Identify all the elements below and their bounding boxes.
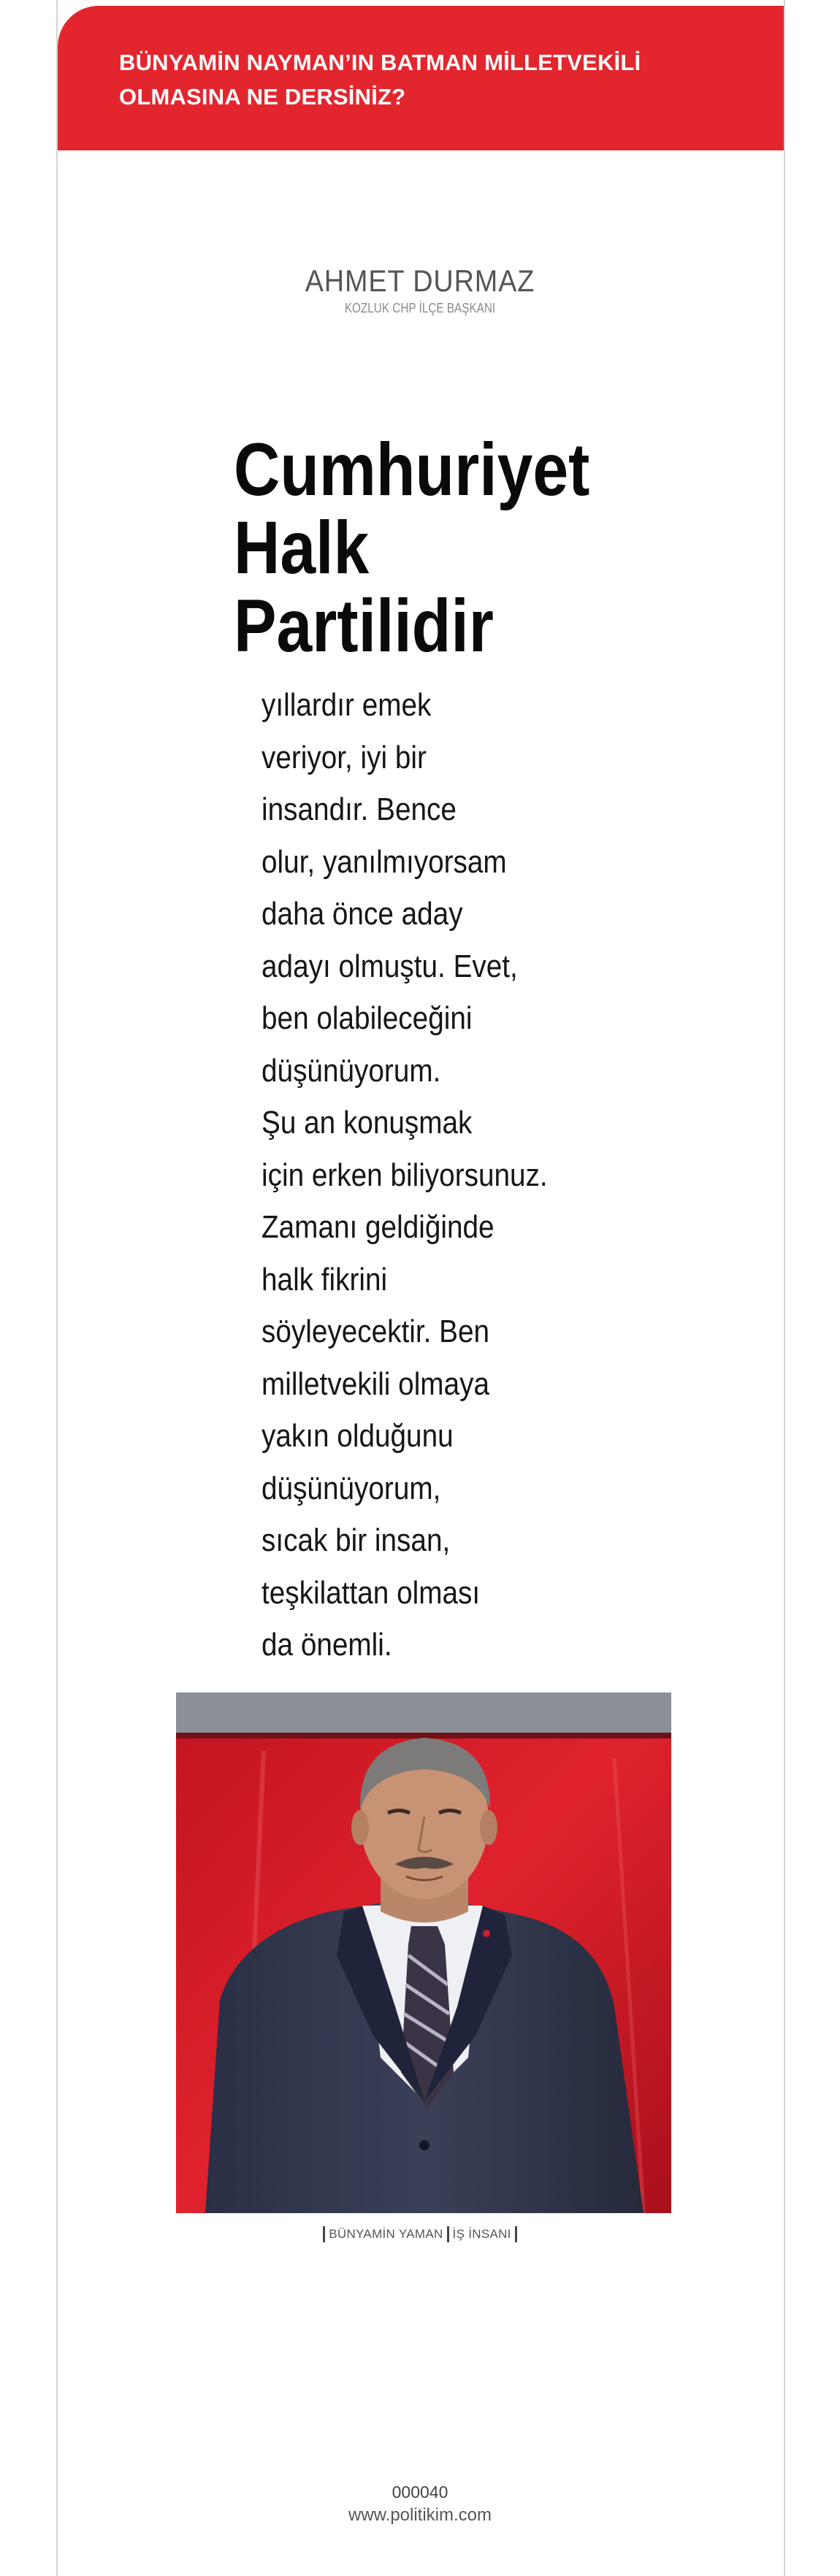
body-line: veriyor, iyi bir	[261, 739, 427, 775]
banner-question-line-2: OLMASINA NE DERSİNİZ?	[119, 84, 406, 110]
page-number: 000040	[392, 2483, 448, 2502]
banner-question-line-1: BÜNYAMİN NAYMAN’IN BATMAN MİLLETVEKİLİ	[119, 50, 641, 75]
portrait-illustration	[176, 1693, 671, 2213]
caption-divider	[515, 2226, 517, 2242]
caption-person-name: BÜNYAMİN YAMAN	[329, 2227, 443, 2241]
body-line: ben olabileceğini	[261, 1000, 473, 1036]
author-name: AHMET DURMAZ	[305, 264, 535, 298]
body-line: halk fikrini	[261, 1261, 388, 1297]
caption-person-title: İŞ İNSANI	[452, 2227, 511, 2241]
photo-caption	[0, 2226, 840, 2242]
headline	[234, 428, 590, 667]
website-link[interactable]: www.politikim.com	[348, 2505, 492, 2525]
body-line: söyleyecektir. Ben	[261, 1314, 490, 1349]
body-line: Zamanı geldiğinde	[261, 1209, 495, 1245]
body-text	[261, 679, 548, 1671]
body-line: için erken biliyorsunuz.	[261, 1157, 548, 1193]
body-line: Şu an konuşmak	[261, 1105, 473, 1141]
body-line: insandır. Bence	[261, 791, 457, 827]
body-line: yıllardır emek	[261, 687, 432, 723]
portrait-photo	[176, 1693, 671, 2213]
right-border-line	[784, 0, 785, 2576]
body-line: düşünüyorum,	[261, 1470, 441, 1506]
question-banner	[58, 6, 784, 150]
body-line: daha önce aday	[261, 896, 463, 932]
body-line: olur, yanılmıyorsam	[261, 843, 507, 880]
body-line: adayı olmuştu. Evet,	[261, 948, 518, 984]
author-role: KOZLUK CHP İLÇE BAŞKANI	[344, 301, 496, 315]
page-footer	[0, 2481, 840, 2528]
author-block	[0, 263, 840, 316]
headline-line-3: Partilidir	[234, 584, 494, 667]
left-border-line	[56, 0, 58, 2576]
caption-divider	[447, 2226, 449, 2242]
body-line: sıcak bir insan,	[261, 1522, 451, 1558]
body-line: teşkilattan olması	[261, 1574, 481, 1611]
body-line: yakın olduğunu	[261, 1418, 454, 1454]
body-line: düşünüyorum.	[261, 1052, 441, 1089]
caption-divider	[323, 2226, 325, 2242]
body-line: da önemli.	[261, 1627, 392, 1663]
headline-line-2: Halk	[234, 506, 370, 589]
body-line: milletvekili olmaya	[261, 1365, 490, 1402]
headline-line-1: Cumhuriyet	[234, 428, 590, 511]
